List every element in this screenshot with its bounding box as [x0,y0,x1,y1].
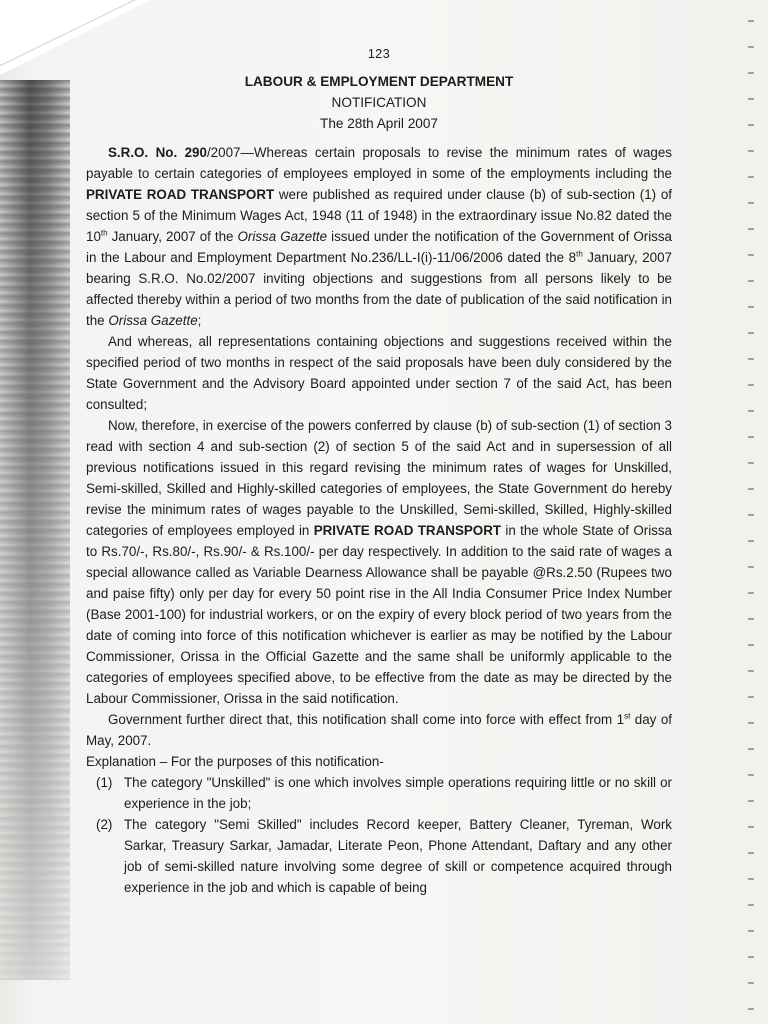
notification-date: The 28th April 2007 [320,116,438,131]
sro-number: S.R.O. No. 290 [108,145,207,160]
industry-highlight: PRIVATE ROAD TRANSPORT [313,523,502,538]
gazette-name: Orissa Gazette [108,313,198,328]
explanation-list [86,772,672,898]
gazette-name: Orissa Gazette [237,229,328,244]
page-number: 123 [367,47,391,61]
paragraph-whereas: And whereas, all representations containing objections and suggestions received within the specified period of two months in respect of the said proposals have been duly considered by the State Government and the Advisory Board appointed under section 7 of the said Act, has been consulted; [86,334,672,412]
list-item: (1) The category "Unskilled" is one which involves simple operations requiring little or no skill or experience in the job; [96,775,672,811]
document-body [86,44,672,898]
paragraph-effective-date: Government further direct that, this notification shall come into force with effect from 1st day of May, 2007. [86,711,672,748]
edge-marks [748,20,754,1010]
notification-heading: NOTIFICATION [331,95,427,110]
list-item: (2) The category "Semi Skilled" includes Record keeper, Battery Cleaner, Tyreman, Work Sarkar, Treasury Sarkar, Jamadar, Literate Peon, Phone Attendant, Daftary and any other job of semi-skilled nature involving some degree of skill or competence acquired through experience in the job and which is capable of being [96,817,672,895]
binding-shadow [0,80,70,980]
paragraph-sro: S.R.O. No. 290/2007—Whereas certain proposals to revise the minimum rates of wages payable to certain categories of employees employed in some of the employments including the PRIVATE ROAD TRANSPORT were published as required under clause (b) of sub-section (1) of section 5 of the Minimum Wages Act, 1948 (11 of 1948) in the extraordinary issue No.82 dated the 10th January, 2007 of the Orissa Gazette issued under the notification of the Government of Orissa in the Labour and Employment Department No.236/LL-I(i)-11/06/2006 dated the 8th January, 2007 bearing S.R.O. No.02/2007 inviting objections and suggestions from all persons likely to be affected thereby within a period of two months from the date of publication of the said notification in the Orissa Gazette; [86,145,673,328]
department-heading: LABOUR & EMPLOYMENT DEPARTMENT [244,74,514,89]
paragraph-now-therefore: Now, therefore, in exercise of the powers conferred by clause (b) of sub-section (1) of section 3 read with section 4 and sub-section (2) of section 5 of the said Act and in supersession of all previous notifications issued in this regard revising the minimum rates of wages for Unskilled, Semi-skilled, Skilled and Highly-skilled categories of employees, the State Government do hereby revise the minimum rates of wages payable to the Unskilled, Semi-skilled, Skilled, Highly-skilled categories of employees employed in PRIVATE ROAD TRANSPORT in the whole State of Orissa to Rs.70/-, Rs.80/-, Rs.90/- & Rs.100/- per day respectively. In addition to the said rate of wages a special allowance called as Variable Dearness Allowance shall be payable @Rs.2.50 (Rupees two and paise fifty) only per day for every 50 point rise in the All India Consumer Price Index Number (Base 2001-100) for industrial workers, or on the expiry of every block period of two years from the date of coming into force of this notification whichever is earlier as may be notified by the Labour Commissioner, Orissa in the Official Gazette and the same shall be uniformly applicable to the categories of employees specified above, to be effective from the date as may be directed by the Labour Commissioner, Orissa in the said notification. [86,418,673,706]
industry-highlight: PRIVATE ROAD TRANSPORT [86,187,275,202]
explanation-heading: Explanation – For the purposes of this notification- [86,754,384,769]
